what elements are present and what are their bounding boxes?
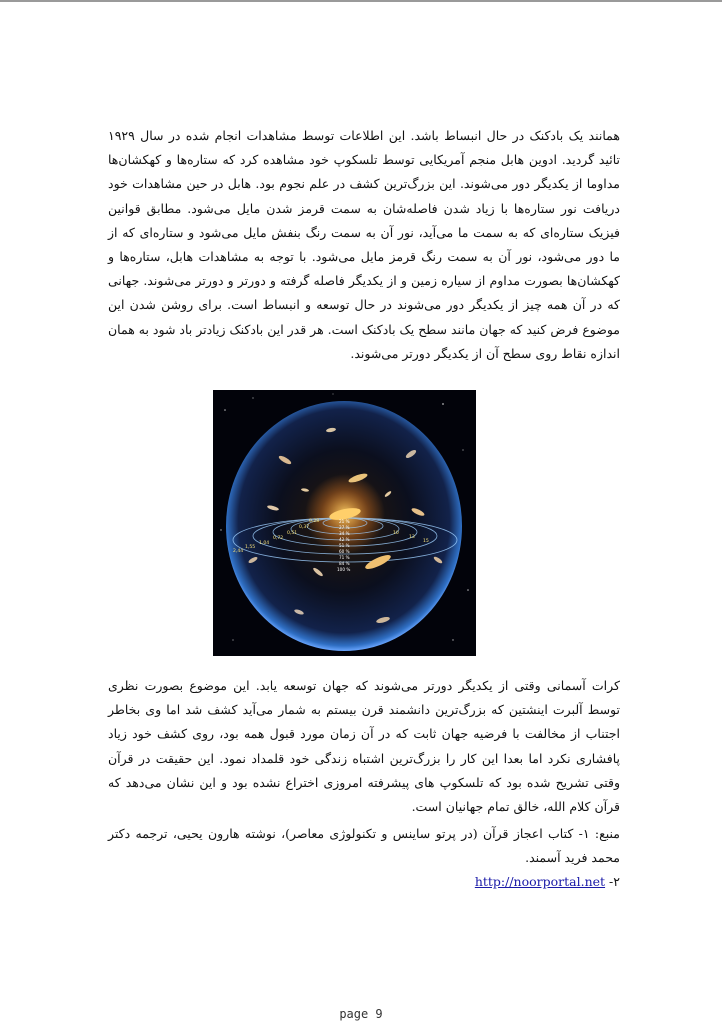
percent-label: 84 %	[339, 561, 350, 566]
percent-label: 71 %	[339, 555, 350, 560]
ring-percent-labels	[337, 519, 350, 572]
percent-label: 100 %	[337, 567, 351, 572]
side-label: 15	[423, 539, 429, 544]
paragraph-1: همانند یک بادکنک در حال انبساط باشد. این اطلاعات توسط مشاهدات انجام شده در سال ۱۹۲۹ تائید گردید. ادوین هابل منجم آمریکایی توسط تلسکوپ خود مشاهده کرد که ستاره‌ها و کهکشان‌ها مداوما از یکدیگر دور می‌شوند. این بزرگ‌ترین کشف در علم نجوم بود. هابل در حین مشاهدات خود دریافت نور ستاره‌ها با زیاد شدن فاصله‌شان به سمت قرمز شدن مایل می‌شود. مطابق قوانین فیزیک ستاره‌ای که به سمت ما می‌آید، نور آن به سمت رنگ بنفش مایل می‌شود و ستاره‌ای که از ما دور می‌شود، نور آن به سمت رنگ قرمز مایل می‌شود. با توجه به مشاهدات هابل، ستاره‌ها و کهکشان‌ها بصورت مداوم از سیاره زمین و از یکدیگر فاصله گرفته و دورتر و دورتر می‌شوند. جهانی که در آن همه چیز از یکدیگر دور می‌شوند در حال توسعه و انبساط است. برای روشن شدن این موضوع فرض کنید که جهان مانند سطح یک بادکنک است. هر قدر این بادکنک زیادتر باد شود به همان اندازه نقاط روی سطح آن از یکدیگر دورتر می‌شوند.	[107, 128, 620, 361]
ring-label: 0,72	[273, 536, 284, 541]
percent-label: 42 %	[339, 537, 350, 542]
ring-label: 0,51	[287, 531, 298, 536]
percent-label: 60 %	[339, 549, 350, 554]
page-number-footer: page 9	[339, 1007, 383, 1021]
expanding-universe-figure	[213, 390, 476, 656]
percent-label: 51 %	[339, 543, 350, 548]
paragraph-2: کرات آسمانی وقتی از یکدیگر دورتر می‌شوند که جهان توسعه یابد. این موضوع بصورت نظری توسط آلبرت اینشتین که بزرگ‌ترین دانشمند قرن بیستم به شمار می‌آید کشف شد اما وی بخاطر اجتناب از مخالفت با فرضیه جهان ثابت که در آن زمان مورد قبول همه بود، روی کشف خود زیاد پافشاری نکرد اما بعدا این کار را بزرگ‌ترین اشتباه زندگی خود قلمداد نمود. این حقیقت در قرآن وقتی تشریح شده بود که تلسکوپ های پیشرفته امروزی اختراع نشده بود و این نشان می‌دهد که قرآن کلام الله، خالق تمام جهانیان است.	[108, 678, 620, 815]
noorportal-link[interactable]: http://noorportal.net	[474, 874, 606, 890]
ring-label: 1,04	[259, 541, 270, 546]
ring-label: 2,44	[233, 549, 244, 554]
percent-label: 27 %	[339, 525, 350, 530]
reference-2	[108, 870, 620, 894]
percent-label: 21 %	[339, 519, 350, 524]
ring-label: 0,37	[299, 525, 310, 530]
reference-2-prefix: ۲-	[609, 874, 620, 890]
ring-label: 0,28	[309, 519, 320, 524]
percent-label: 34 %	[339, 531, 350, 536]
reference-1: منبع: ۱- کتاب اعجاز قرآن (در پرتو ساینس و تکنولوژی معاصر)، نوشته هارون یحیی، ترجمه دکتر محمد فرید آسمند.	[108, 826, 621, 866]
side-label: 13	[409, 535, 415, 540]
page-top-rule	[0, 0, 722, 2]
ring-label: 1,55	[245, 545, 256, 550]
side-label: 10	[393, 531, 399, 536]
universe-sphere-illustration	[213, 390, 476, 656]
references	[108, 822, 620, 895]
